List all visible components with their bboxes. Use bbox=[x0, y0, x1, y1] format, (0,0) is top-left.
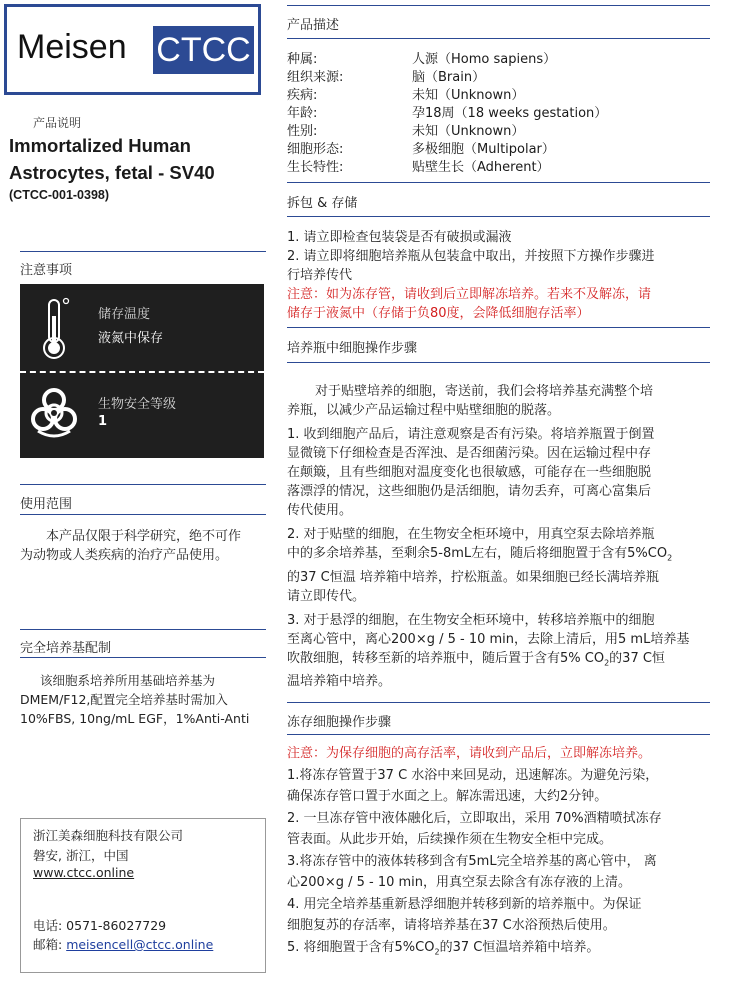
subscript: 2 bbox=[667, 553, 673, 563]
divider bbox=[20, 629, 266, 630]
product-label: 产品说明 bbox=[33, 116, 82, 130]
flask-heading: 培养瓶中细胞操作步骤 bbox=[287, 341, 418, 356]
attr-value: 未知（Unknown） bbox=[412, 124, 525, 139]
unpack-text bbox=[287, 228, 711, 323]
website-link[interactable]: www.ctcc.online bbox=[33, 865, 135, 880]
scope-line2: 为动物或人类疾病的治疗产品使用。 bbox=[20, 548, 229, 563]
logo-text-ctcc: CTCC bbox=[153, 26, 254, 74]
divider bbox=[287, 38, 710, 39]
email-link[interactable]: meisencell@ctcc.online bbox=[66, 937, 214, 952]
unpack-warning-a: 注意：如为冻存管，请收到后立即解冻培养。若来不及解冻，请 bbox=[287, 287, 652, 302]
thermometer-icon bbox=[38, 296, 72, 362]
divider bbox=[20, 657, 266, 658]
divider bbox=[20, 484, 266, 485]
divider bbox=[20, 514, 266, 515]
divider bbox=[287, 5, 710, 6]
frozen-text bbox=[287, 743, 711, 963]
divider bbox=[287, 362, 710, 363]
text-span: 中的多余培养基，至剩余5-8mL左右，随后将细胞置于含有5%CO bbox=[287, 546, 668, 561]
divider bbox=[287, 182, 710, 183]
text-span: 的37 C恒 bbox=[609, 650, 665, 666]
attr-key: 年龄: bbox=[287, 106, 318, 121]
text-line: 3.将冻存管中的液体转移到含有5mL完全培养基的离心管中， 离 bbox=[287, 853, 657, 869]
flask-step2 bbox=[287, 525, 711, 606]
attr-key: 生长特性: bbox=[287, 160, 344, 175]
phone-number: 电话: 0571-86027729 bbox=[33, 918, 167, 933]
catalog-number: (CTCC-001-0398) bbox=[9, 188, 110, 202]
divider bbox=[287, 216, 710, 217]
text-span: 吹散细胞，转移至新的培养瓶中，随后置于含有5% CO bbox=[287, 650, 605, 666]
divider bbox=[287, 702, 710, 703]
unpack-item2a: 2. 请立即将细胞培养瓶从包装盒中取出，并按照下方操作步骤进 bbox=[287, 249, 655, 264]
unpack-item2b: 行培养传代 bbox=[287, 268, 353, 283]
notice-heading: 注意事项 bbox=[20, 263, 73, 278]
storage-value: 液氮中保存 bbox=[98, 331, 164, 346]
text-line: 1.将冻存管置于37 C 水浴中来回晃动，迅速解冻。为避免污染， bbox=[287, 767, 659, 783]
company-name: 浙江美森细胞科技有限公司 bbox=[33, 828, 184, 843]
text-line bbox=[287, 937, 711, 963]
logo-text-meisen: Meisen bbox=[17, 28, 127, 66]
email-label: 邮箱: bbox=[33, 937, 67, 952]
text-line: 温培养箱中培养。 bbox=[287, 674, 392, 690]
panel-divider bbox=[20, 371, 264, 373]
text-line: 的37 C恒温 培养箱中培养，拧松瓶盖。如果细胞已经长满培养瓶 bbox=[287, 569, 659, 585]
text-line: 细胞复苏的存活率，请将培养基在37 C水浴预热后使用。 bbox=[287, 918, 616, 933]
attr-key: 种属: bbox=[287, 52, 318, 67]
text-line: 管表面。从此步开始，后续操作须在生物安全柜中完成。 bbox=[287, 832, 613, 847]
frozen-warning: 注意：为保存细胞的高存活率，请收到产品后，立即解冻培养。 bbox=[287, 746, 652, 761]
flask-intro-b: 养瓶，以减少产品运输过程中贴壁细胞的脱落。 bbox=[287, 403, 561, 418]
attr-value: 孕18周（18 weeks gestation） bbox=[412, 106, 608, 121]
company-address: 磐安, 浙江，中国 bbox=[33, 848, 129, 863]
scope-heading: 使用范围 bbox=[20, 497, 73, 512]
text-line: 1. 收到细胞产品后，请注意观察是否有污染。将培养瓶置于倒置 bbox=[287, 427, 655, 442]
flask-step1 bbox=[287, 425, 711, 520]
subscript: 2 bbox=[434, 947, 440, 957]
text-line: 至离心管中，离心200×g / 5 - 10 min，去除上清后，用5 mL培养基 bbox=[287, 631, 690, 647]
text-line bbox=[287, 544, 711, 568]
unpack-warning-b: 储存于液氮中（存储于负80度，会降低细胞存活率） bbox=[287, 306, 590, 321]
divider bbox=[287, 734, 710, 735]
flask-text bbox=[287, 382, 711, 691]
text-line: 心200×g / 5 - 10 min，用真空泵去除含有冻存液的上清。 bbox=[287, 875, 632, 890]
attr-value: 未知（Unknown） bbox=[412, 88, 525, 103]
medium-text bbox=[20, 671, 270, 728]
text-line: 显微镜下仔细检查是否浑浊、是否细菌污染。因在运输过程中存 bbox=[287, 446, 652, 461]
text-line: 请立即传代。 bbox=[287, 588, 366, 604]
email-row bbox=[33, 935, 213, 953]
text-line: 2. 一旦冻存管中液体融化后，立即取出，采用 70%酒精喷拭冻存 bbox=[287, 810, 662, 826]
attr-key: 组织来源: bbox=[287, 70, 344, 85]
description-heading: 产品描述 bbox=[287, 18, 340, 33]
text-line: 传代使用。 bbox=[287, 503, 353, 518]
attr-value: 多极细胞（Multipolar） bbox=[412, 142, 555, 157]
subscript: 2 bbox=[604, 658, 610, 668]
product-title-line2: Astrocytes, fetal - SV40 bbox=[9, 162, 215, 183]
attr-key: 性别: bbox=[287, 124, 318, 139]
product-title-line1: Immortalized Human bbox=[9, 135, 191, 156]
text-line: 在颠簸，且有些细胞对温度变化也很敏感，可能存在一些细胞脱 bbox=[287, 465, 652, 480]
attr-key: 疾病: bbox=[287, 88, 318, 103]
unpack-heading: 拆包 & 存储 bbox=[287, 196, 358, 211]
frozen-heading: 冻存细胞操作步骤 bbox=[287, 715, 392, 730]
text-line: 确保冻存管口置于水面之上。解冻需迅速，大约2分钟。 bbox=[287, 789, 608, 804]
product-title bbox=[9, 132, 259, 186]
biohazard-icon bbox=[24, 383, 84, 441]
storage-label: 储存温度 bbox=[98, 307, 151, 322]
text-line: 2. 对于贴壁的细胞，在生物安全柜环境中，用真空泵去除培养瓶 bbox=[287, 527, 655, 542]
medium-line2: DMEM/F12,配置完全培养基时需加入 bbox=[20, 692, 228, 707]
text-line: 3. 对于悬浮的细胞，在生物安全柜环境中，转移培养瓶中的细胞 bbox=[287, 612, 655, 628]
attr-value: 贴壁生长（Adherent） bbox=[412, 160, 550, 175]
divider bbox=[287, 327, 710, 328]
text-span: 5. 将细胞置于含有5%CO bbox=[287, 939, 435, 955]
medium-heading: 完全培养基配制 bbox=[20, 641, 112, 656]
unpack-item1: 1. 请立即检查包装袋是否有破损或漏液 bbox=[287, 230, 512, 245]
contact-box bbox=[20, 818, 266, 973]
attr-value: 脑（Brain） bbox=[412, 70, 486, 85]
text-span: 的37 C恒温培养箱中培养。 bbox=[439, 939, 600, 955]
text-line bbox=[287, 649, 711, 673]
medium-line1: 该细胞系培养所用基础培养基为 bbox=[40, 673, 216, 688]
scope-line1: 本产品仅限于科学研究，绝不可作 bbox=[46, 529, 242, 544]
text-line: 4. 用完全培养基重新悬浮细胞并转移到新的培养瓶中。为保证 bbox=[287, 896, 642, 912]
flask-step3 bbox=[287, 611, 711, 692]
biosafety-value: 1 bbox=[98, 414, 108, 429]
divider bbox=[20, 251, 266, 252]
biosafety-label: 生物安全等级 bbox=[98, 397, 177, 412]
brand-logo bbox=[4, 4, 261, 95]
medium-line3: 10%FBS, 10ng/mL EGF，1%Anti-Anti bbox=[20, 711, 250, 726]
attr-key: 细胞形态: bbox=[287, 142, 344, 157]
attr-value: 人源（Homo sapiens） bbox=[412, 52, 557, 67]
flask-intro-a: 对于贴壁培养的细胞，寄送前，我们会将培养基充满整个培 bbox=[315, 384, 654, 399]
text-line: 落漂浮的情况，这些细胞仍是活细胞，请勿丢弃，可离心富集后 bbox=[287, 484, 652, 499]
scope-text bbox=[20, 527, 268, 565]
